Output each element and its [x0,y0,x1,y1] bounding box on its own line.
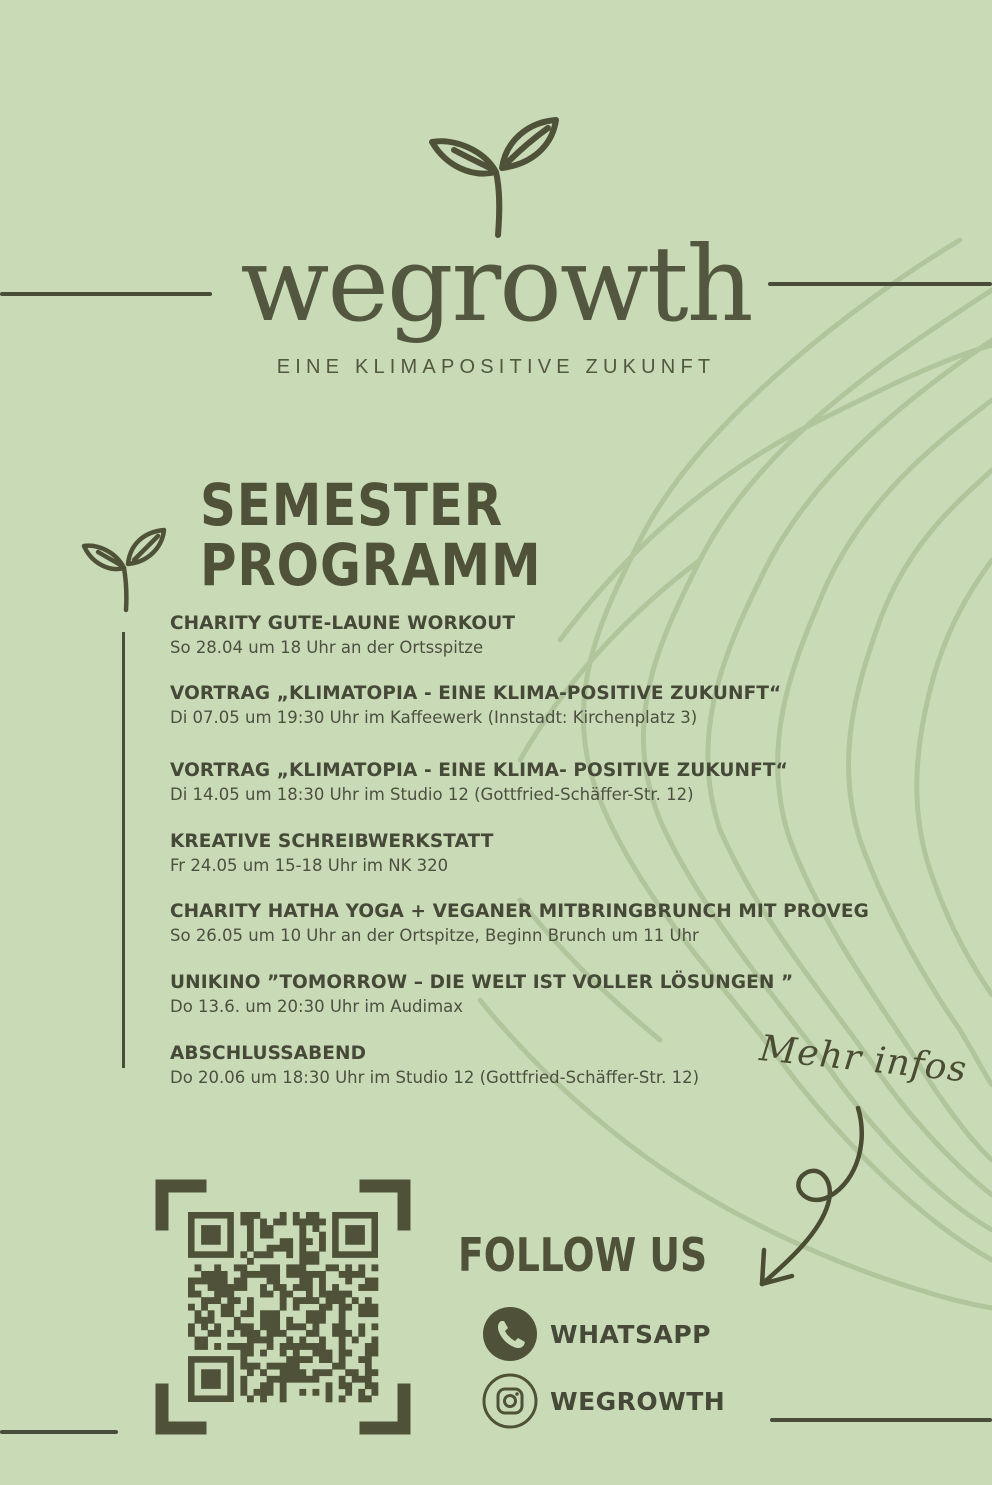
event-detail: Di 07.05 um 19:30 Uhr im Kaffeewerk (Innstadt: Kirchenplatz 3) [170,708,698,727]
event-title: ABSCHLUSSABEND [170,1043,367,1064]
event-item [170,760,788,804]
whatsapp-label: WHATSAPP [550,1319,711,1349]
event-detail: Fr 24.05 um 15-18 Uhr im NK 320 [170,856,449,875]
event-title: UNIKINO ”TOMORROW – DIE WELT IST VOLLER LÖSUNGEN ” [170,972,794,993]
event-detail: Do 13.6. um 20:30 Uhr im Audimax [170,997,464,1016]
event-item [170,683,781,727]
event-detail: Di 14.05 um 18:30 Uhr im Studio 12 (Gottfried-Schäffer-Str. 12) [170,785,694,804]
event-title: VORTRAG „KLIMATOPIA - EINE KLIMA-POSITIVE ZUKUNFT“ [170,683,782,704]
event-title: VORTRAG „KLIMATOPIA - EINE KLIMA- POSITIVE ZUKUNFT“ [170,760,788,781]
event-title: CHARITY GUTE-LAUNE WORKOUT [170,613,516,634]
more-info-callout: Mehr infos [757,1028,970,1091]
event-detail: So 26.05 um 10 Uhr an der Ortspitze, Beginn Brunch um 11 Uhr [170,926,699,945]
timeline-line [122,632,125,1068]
follow-us-heading: FOLLOW US [458,1228,708,1282]
arrow-down-icon [740,1100,870,1300]
event-item [170,1043,699,1087]
qr-code[interactable] [152,1176,414,1438]
instagram-label: WEGROWTH [550,1386,726,1416]
instagram-icon [482,1373,538,1429]
program-title-line1: SEMESTER [200,471,504,539]
event-item [170,613,515,657]
brand-wordmark: wegrowth [240,223,752,345]
brand-tagline: EINE KLIMAPOSITIVE ZUKUNFT [276,356,716,378]
event-item [170,901,869,945]
social-item-whatsapp[interactable] [482,1306,711,1362]
social-item-instagram[interactable] [482,1373,725,1429]
event-item [170,831,493,875]
event-detail: Do 20.06 um 18:30 Uhr im Studio 12 (Gottfried-Schäffer-Str. 12) [170,1068,700,1087]
sprout-logo-icon [424,110,564,240]
small-sprout-icon [80,524,170,614]
event-title: CHARITY HATHA YOGA + VEGANER MITBRINGBRUNCH MIT PROVEG [170,901,869,922]
divider-bottom-right [770,1418,992,1422]
divider-bottom-left [0,1430,118,1434]
event-detail: So 28.04 um 18 Uhr an der Ortsspitze [170,638,484,657]
event-item [170,972,793,1016]
event-title: KREATIVE SCHREIBWERKSTATT [170,831,494,852]
whatsapp-icon [482,1306,538,1362]
program-title-line2: PROGRAMM [200,531,542,599]
